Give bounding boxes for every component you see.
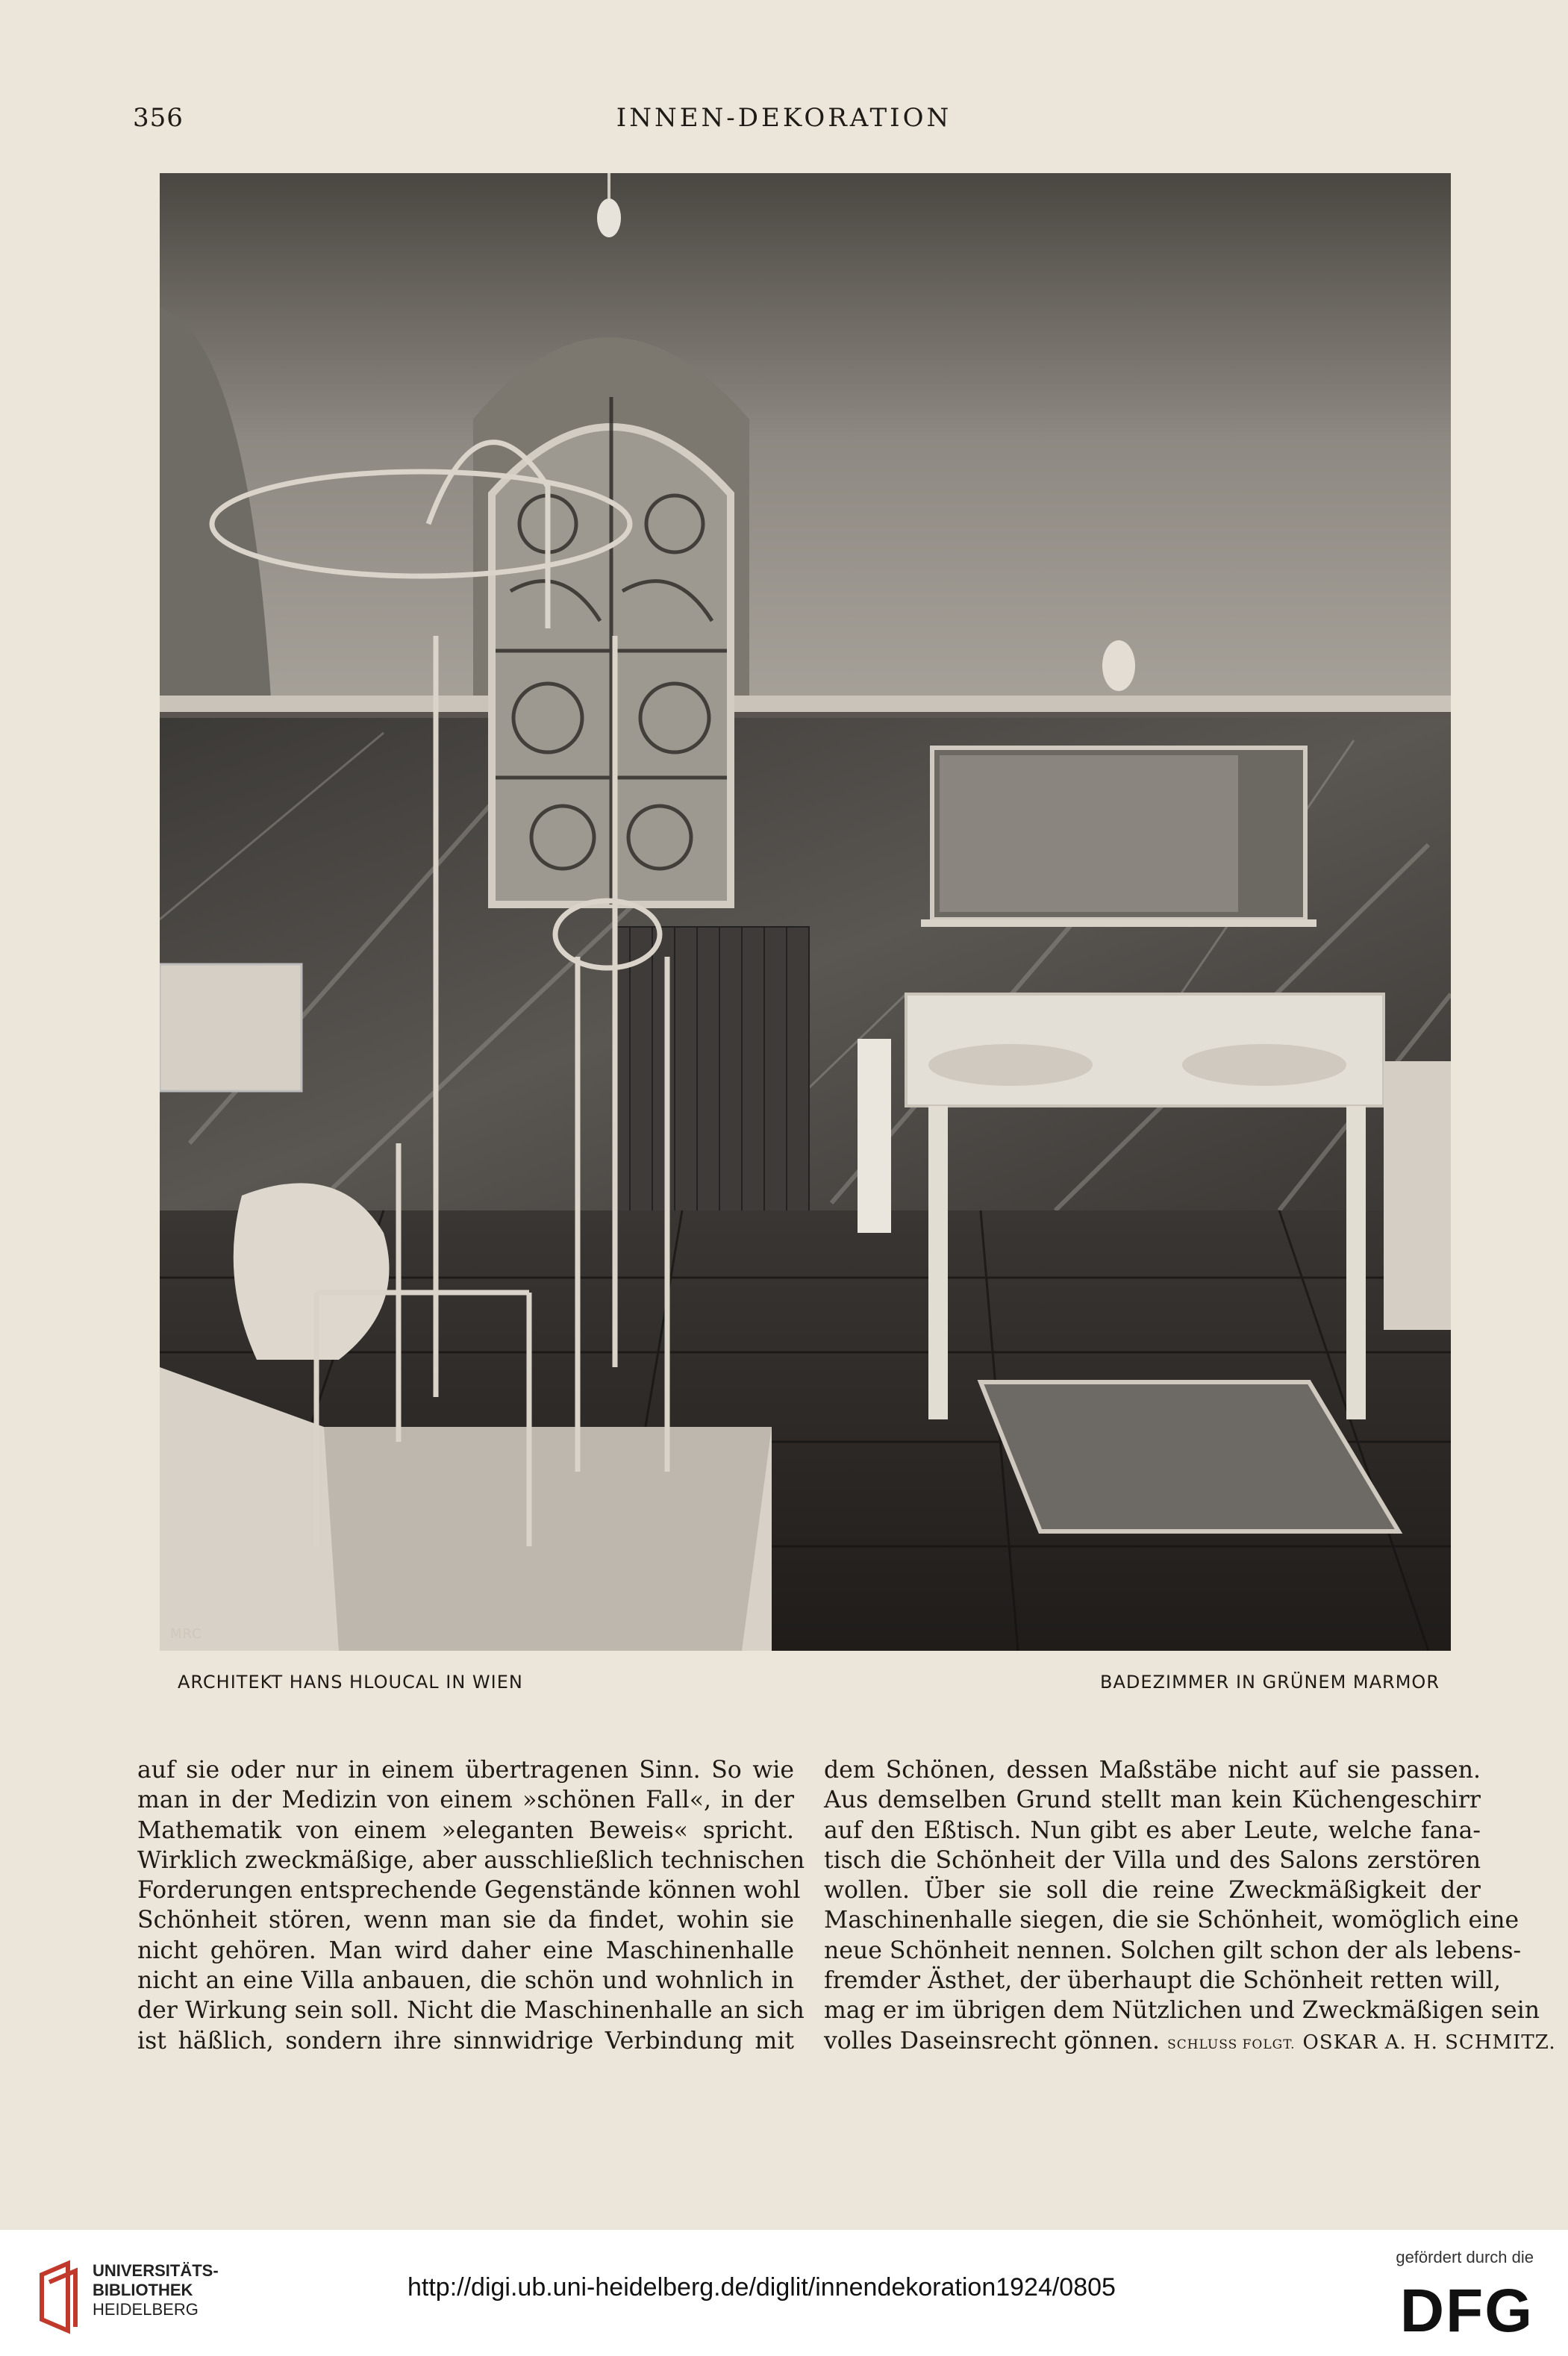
digitization-footer [0, 2230, 1568, 2356]
text-line: Forderungen entsprechende Gegenstände können wohl [137, 1877, 801, 1905]
library-name [93, 2261, 219, 2319]
text-line: Mathematik von einem »eleganten Beweis« spricht. [137, 1816, 794, 1844]
page-number: 356 [133, 103, 184, 133]
text-line: nicht an eine Villa anbauen, die schön und wohnlich in [137, 1967, 794, 1995]
text-line: nicht gehören. Man wird daher eine Maschinenhalle [137, 1937, 794, 1964]
text-column-right [824, 1755, 1556, 2060]
bathroom-photo-illustration [160, 173, 1451, 1651]
text-line: ist häßlich, sondern ihre sinnwidrige Verbindung mit [137, 2027, 794, 2055]
final-sentence: volles Daseinsrecht gönnen. [824, 2027, 1161, 2055]
continuation-note: SCHLUSS FOLGT. [1167, 2037, 1296, 2052]
text-line: fremder Ästhet, der überhaupt die Schönheit retten will, [824, 1967, 1501, 1995]
funder-note: gefördert durch die [1396, 2248, 1534, 2266]
text-line: Maschinenhalle siegen, die sie Schönheit, womöglich eine [824, 1907, 1519, 1934]
text-line: Wirklich zweckmäßige, aber ausschließlich technischen [137, 1846, 805, 1874]
text-line: man in der Medizin von einem »schönen Fall«, in der [137, 1787, 794, 1814]
library-line: HEIDELBERG [93, 2300, 199, 2319]
photo-monogram: MRC [170, 1626, 202, 1642]
author-signature: OSKAR A. H. SCHMITZ. [1302, 2031, 1556, 2054]
text-line: dem Schönen, dessen Maßstäbe nicht auf sie passen. [824, 1757, 1481, 1784]
caption-room: BADEZIMMER IN GRÜNEM MARMOR [1100, 1672, 1440, 1693]
text-line: neue Schönheit nennen. Solchen gilt schon der als lebens- [824, 1937, 1522, 1964]
bathroom-photograph [160, 173, 1451, 1651]
permalink-url[interactable]: http://digi.ub.uni-heidelberg.de/diglit/innendekoration1924/0805 [407, 2273, 1116, 2302]
caption-architect: ARCHITEKT HANS HLOUCAL IN WIEN [178, 1672, 523, 1693]
text-line: wollen. Über sie soll die reine Zweckmäßigkeit der [824, 1877, 1481, 1905]
library-line: UNIVERSITÄTS- [93, 2261, 219, 2280]
text-column-left [137, 1755, 805, 2056]
text-line: auf sie oder nur in einem übertragenen Sinn. So wie [137, 1757, 794, 1784]
dfg-logo-icon: DFG [1399, 2277, 1534, 2345]
text-line: Aus demselben Grund stellt man kein Küchengeschirr [824, 1787, 1481, 1814]
text-line-final [824, 2026, 1556, 2060]
text-line: Schönheit stören, wenn man sie da findet, wohin sie [137, 1907, 794, 1934]
text-line: tisch die Schönheit der Villa und des Salons zerstören [824, 1846, 1481, 1874]
text-line: der Wirkung sein soll. Nicht die Maschinenhalle an sich [137, 1997, 805, 2025]
running-head: INNEN-DEKORATION [616, 103, 952, 133]
library-line: BIBLIOTHEK [93, 2281, 193, 2299]
ub-heidelberg-logo-icon [34, 2260, 87, 2334]
text-line: auf den Eßtisch. Nun gibt es aber Leute, welche fana- [824, 1816, 1481, 1844]
text-line: mag er im übrigen dem Nützlichen und Zweckmäßigen sein [824, 1997, 1540, 2025]
